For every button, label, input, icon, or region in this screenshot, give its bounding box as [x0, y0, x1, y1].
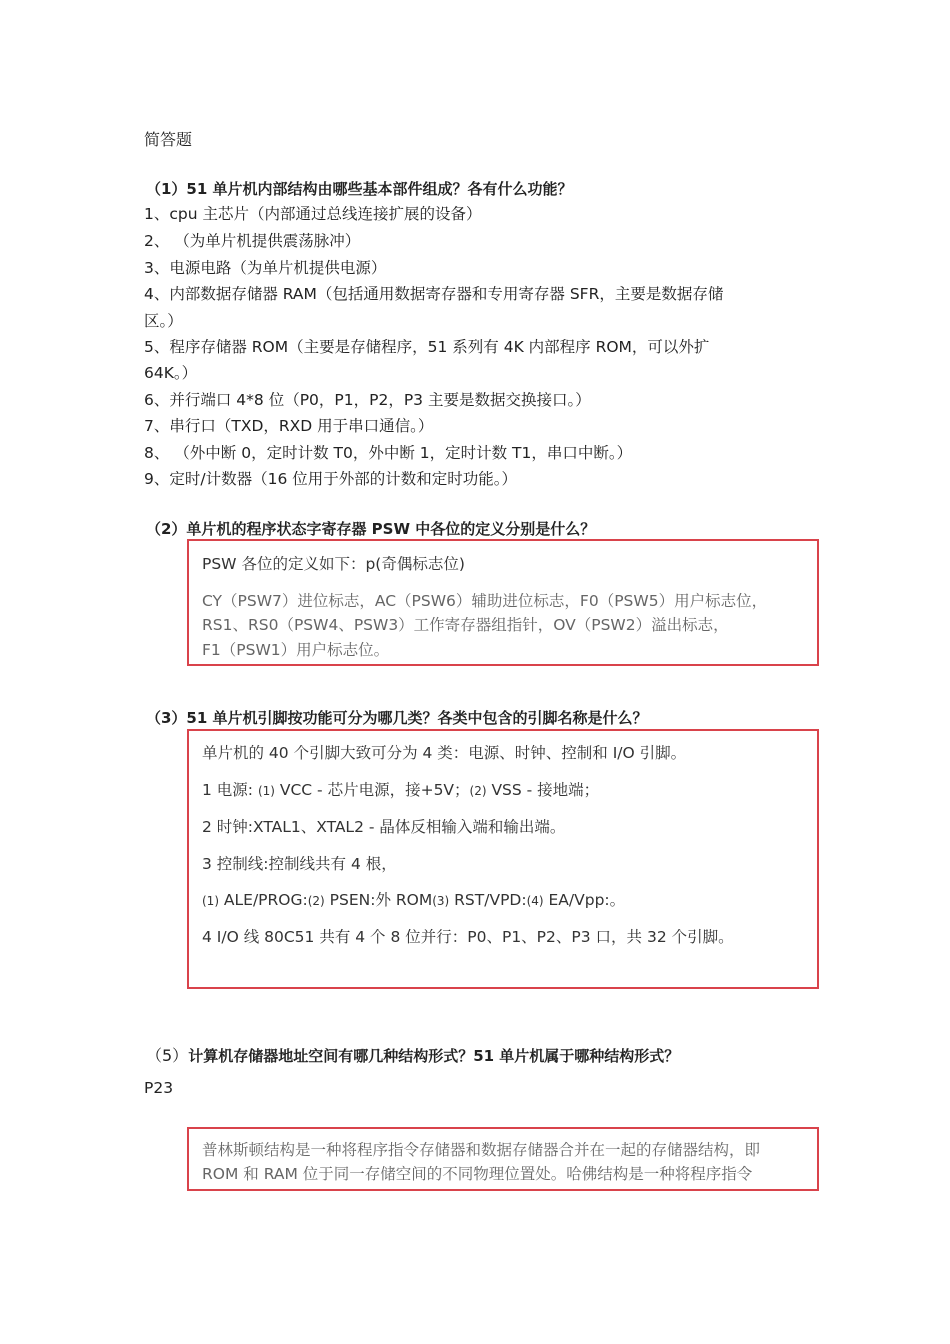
memory-line: ROM 和 RAM 位于同一存储空间的不同物理位置处。哈佛结构是一种将程序指令 — [202, 1165, 753, 1183]
memory-line: 普林斯顿结构是一种将程序指令存储器和数据存储器合并在一起的存储器结构，即 — [202, 1141, 761, 1159]
answer-box-5 — [187, 1127, 819, 1191]
q1-line: 6、并行端口 4*8 位（P0，P1，P2，P3 主要是数据交换接口。） — [144, 391, 591, 409]
q1-line: 3、电源电路（为单片机提供电源） — [144, 259, 387, 277]
psw-line: CY（PSW7）进位标志，AC（PSW6）辅助进位标志，F0（PSW5）用户标志位， — [202, 592, 768, 610]
q1-line: 7、串行口（TXD，RXD 用于串口通信。） — [144, 417, 434, 435]
pins-control-list: (1) ALE/PROG:(2) PSEN:外 ROM(3) RST/VPD:(4) EA/Vpp:。 — [202, 891, 626, 909]
question-2-heading: （2）单片机的程序状态字寄存器 PSW 中各位的定义分别是什么？ — [146, 520, 596, 538]
pins-clock: 2 时钟:XTAL1、XTAL2 - 晶体反相输入端和输出端。 — [202, 818, 566, 836]
page-reference: P23 — [144, 1079, 174, 1097]
pins-io: 4 I/O 线 80C51 共有 4 个 8 位并行：P0、P1、P2、P3 口，共 32 个引脚。 — [202, 928, 734, 946]
q1-line: 9、定时/计数器（16 位用于外部的计数和定时功能。） — [144, 470, 517, 488]
q1-line: 8、 （外中断 0，定时计数 T0，外中断 1，定时计数 T1，串口中断。） — [144, 444, 633, 462]
psw-line: RS1、RS0（PSW4、PSW3）工作寄存器组指针，OV（PSW2）溢出标志， — [202, 616, 729, 634]
question-3-heading: （3）51 单片机引脚按功能可分为哪几类？各类中包含的引脚名称是什么？ — [146, 709, 648, 727]
q1-line: 4、内部数据存储器 RAM（包括通用数据寄存器和专用寄存器 SFR，主要是数据存储 — [144, 285, 724, 303]
question-5-heading: （5）计算机存储器地址空间有哪几种结构形式？51 单片机属于哪种结构形式？ — [146, 1046, 680, 1065]
psw-intro: PSW 各位的定义如下：p(奇偶标志位) — [202, 555, 465, 573]
q1-line: 64K。） — [144, 364, 198, 382]
q1-line: 2、 （为单片机提供震荡脉冲） — [144, 232, 361, 250]
q1-line: 5、程序存储器 ROM（主要是存储程序，51 系列有 4K 内部程序 ROM，可以外扩 — [144, 338, 710, 356]
section-title: 简答题 — [144, 130, 193, 149]
psw-line: F1（PSW1）用户标志位。 — [202, 641, 390, 659]
answer-box-3 — [187, 729, 819, 989]
answer-box-2 — [187, 539, 819, 666]
q1-line: 区。） — [144, 312, 183, 330]
pins-power: 1 电源: (1) VCC - 芯片电源，接+5V；(2) VSS - 接地端； — [202, 781, 600, 799]
pins-control: 3 控制线:控制线共有 4 根， — [202, 855, 397, 873]
question-1-heading: （1）51 单片机内部结构由哪些基本部件组成？各有什么功能？ — [146, 180, 573, 198]
pins-intro: 单片机的 40 个引脚大致可分为 4 类：电源、时钟、控制和 I/O 引脚。 — [202, 744, 687, 762]
q1-line: 1、cpu 主芯片（内部通过总线连接扩展的设备） — [144, 205, 482, 223]
